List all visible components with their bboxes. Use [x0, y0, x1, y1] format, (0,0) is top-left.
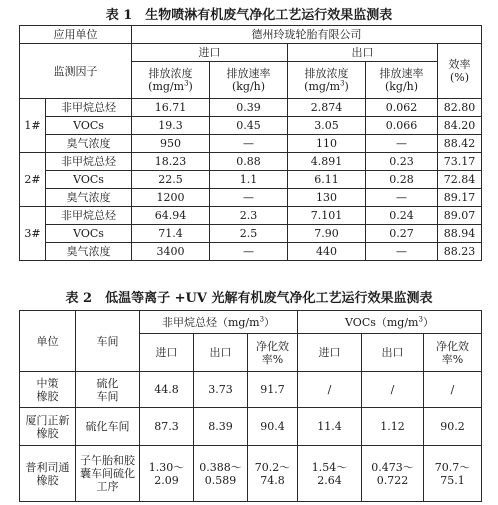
value-cell: 6.11 — [288, 171, 366, 189]
value-cell: 0.066 — [366, 117, 438, 135]
value-cell: 89.17 — [438, 189, 482, 207]
vocs-inlet-header: 进口 — [298, 334, 362, 372]
group-id: 1# — [20, 99, 46, 153]
value-cell: 71.4 — [132, 225, 210, 243]
table-row — [20, 99, 482, 117]
value-cell: 91.7 — [248, 372, 298, 408]
factor-cell: VOCs — [46, 117, 132, 135]
value-cell: 1200 — [132, 189, 210, 207]
nmhc-inlet-header: 进口 — [140, 334, 194, 372]
rate-unit: (kg/h) — [231, 80, 266, 93]
nmhc-eff-header: 净化效率% — [248, 334, 298, 372]
inlet-rate-header — [210, 62, 288, 99]
value-cell: 7.101 — [288, 207, 366, 225]
value-cell: 0.88 — [210, 153, 288, 171]
value-cell: 3.73 — [194, 372, 248, 408]
value-cell: 4.891 — [288, 153, 366, 171]
conc-label: 排放浓度 — [304, 67, 349, 80]
unit-value: 德州玲珑轮胎有限公司 — [132, 26, 482, 44]
table1 — [19, 25, 482, 261]
value-cell: 90.4 — [248, 408, 298, 446]
vocs-group-header: $VOCs(mg/m^3)$ — [298, 311, 482, 334]
value-cell: 0.27 — [366, 225, 438, 243]
value-cell: 11.4 — [298, 408, 362, 446]
inlet-header: 进口 — [132, 44, 288, 62]
factor-cell: VOCs — [46, 171, 132, 189]
nmhc-outlet-header: 出口 — [194, 334, 248, 372]
value-cell: 2.5 — [210, 225, 288, 243]
outlet-header: 出口 — [288, 44, 438, 62]
value-cell: 18.23 — [132, 153, 210, 171]
table-row — [20, 153, 482, 171]
value-cell: 0.24 — [366, 207, 438, 225]
value-cell: 0.45 — [210, 117, 288, 135]
value-cell: 2.874 — [288, 99, 366, 117]
rate-unit: (kg/h) — [384, 80, 419, 93]
table-row — [20, 189, 482, 207]
factor-cell: 臭气浓度 — [46, 243, 132, 261]
table-row — [20, 171, 482, 189]
value-cell: 44.8 — [140, 372, 194, 408]
workshop-cell: 硫化车间 — [76, 408, 140, 446]
value-cell: 70.7～75.1 — [424, 446, 482, 502]
outlet-rate-header — [366, 62, 438, 99]
value-cell: 90.2 — [424, 408, 482, 446]
nmhc-group-header: 非甲烷总烃$(mg/m^3)$ — [140, 311, 298, 334]
inlet-conc-header — [132, 62, 210, 99]
value-cell: 3.05 — [288, 117, 366, 135]
value-cell: 64.94 — [132, 207, 210, 225]
value-cell: 88.23 — [438, 243, 482, 261]
value-cell: — — [366, 135, 438, 153]
value-cell: 3400 — [132, 243, 210, 261]
factor-cell: 臭气浓度 — [46, 189, 132, 207]
value-cell: 70.2～74.8 — [248, 446, 298, 502]
value-cell: 72.84 — [438, 171, 482, 189]
workshop-cell: 硫化车间 — [76, 372, 140, 408]
value-cell: 110 — [288, 135, 366, 153]
rate-label: 排放速率 — [226, 67, 271, 80]
value-cell: 1.12 — [362, 408, 424, 446]
value-cell: 16.71 — [132, 99, 210, 117]
value-cell: — — [210, 135, 288, 153]
table-row — [20, 225, 482, 243]
unit-cell: 中策橡胶 — [20, 372, 76, 408]
table-row — [20, 207, 482, 225]
workshop-header: 车间 — [76, 311, 140, 372]
unit-header: 单位 — [20, 311, 76, 372]
value-cell: 2.3 — [210, 207, 288, 225]
value-cell: 1.1 — [210, 171, 288, 189]
unit-cell: 厦门正新橡胶 — [20, 408, 76, 446]
conc-label: 排放浓度 — [148, 67, 193, 80]
value-cell: 950 — [132, 135, 210, 153]
workshop-cell: 子午胎和胶囊车间硫化工序 — [76, 446, 140, 502]
factor-cell: 臭气浓度 — [46, 135, 132, 153]
value-cell: 0.39 — [210, 99, 288, 117]
value-cell: / — [424, 372, 482, 408]
table-row — [20, 243, 482, 261]
value-cell: 1.30～2.09 — [140, 446, 194, 502]
value-cell: 89.07 — [438, 207, 482, 225]
factor-cell: 非甲烷总烃 — [46, 99, 132, 117]
unit-label: 应用单位 — [20, 26, 132, 44]
group-id: 3# — [20, 207, 46, 261]
value-cell: — — [366, 189, 438, 207]
efficiency-label: 效率 — [448, 58, 471, 71]
value-cell: 84.20 — [438, 117, 482, 135]
table-row — [20, 446, 482, 502]
efficiency-unit: (%) — [449, 71, 470, 84]
value-cell: — — [210, 189, 288, 207]
table-row — [20, 372, 482, 408]
value-cell: 0.388～0.589 — [194, 446, 248, 502]
outlet-conc-header — [288, 62, 366, 99]
value-cell: 440 — [288, 243, 366, 261]
vocs-eff-header: 净化效率% — [424, 334, 482, 372]
efficiency-header — [438, 44, 482, 99]
value-cell: 0.062 — [366, 99, 438, 117]
value-cell: 0.23 — [366, 153, 438, 171]
value-cell: 87.3 — [140, 408, 194, 446]
value-cell: 82.80 — [438, 99, 482, 117]
value-cell: 73.17 — [438, 153, 482, 171]
conc-unit: $(mg/m^3)$ — [148, 79, 193, 93]
group-id: 2# — [20, 153, 46, 207]
value-cell: 19.3 — [132, 117, 210, 135]
rate-label: 排放速率 — [379, 67, 424, 80]
factor-cell: 非甲烷总烃 — [46, 153, 132, 171]
value-cell: 7.90 — [288, 225, 366, 243]
factor-label: 监测因子 — [20, 44, 132, 99]
table-row — [20, 117, 482, 135]
factor-cell: 非甲烷总烃 — [46, 207, 132, 225]
value-cell: — — [210, 243, 288, 261]
value-cell: / — [298, 372, 362, 408]
table-row — [20, 408, 482, 446]
unit-cell: 普利司通橡胶 — [20, 446, 76, 502]
table2-caption: 表 2 低温等离子 +UV 光解有机废气净化工艺运行效果监测表 — [65, 291, 433, 306]
value-cell: 88.42 — [438, 135, 482, 153]
table1-caption: 表 1 生物喷淋有机废气净化工艺运行效果监测表 — [105, 8, 393, 23]
value-cell: 88.94 — [438, 225, 482, 243]
value-cell: 130 — [288, 189, 366, 207]
vocs-outlet-header: 出口 — [362, 334, 424, 372]
value-cell: 1.54～2.64 — [298, 446, 362, 502]
table2 — [19, 310, 482, 502]
value-cell: 22.5 — [132, 171, 210, 189]
value-cell: / — [362, 372, 424, 408]
value-cell: 0.473～0.722 — [362, 446, 424, 502]
conc-unit: $(mg/m^3)$ — [304, 79, 349, 93]
value-cell: — — [366, 243, 438, 261]
factor-cell: VOCs — [46, 225, 132, 243]
value-cell: 8.39 — [194, 408, 248, 446]
value-cell: 0.28 — [366, 171, 438, 189]
table-row — [20, 135, 482, 153]
